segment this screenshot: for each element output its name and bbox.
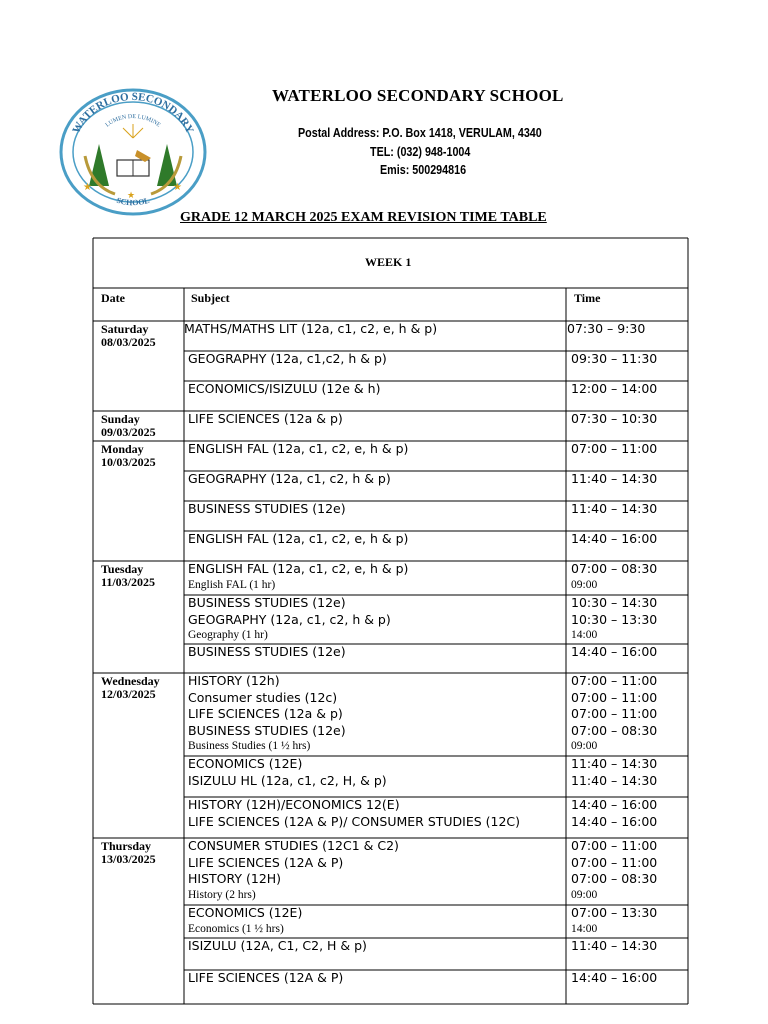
header-subject: Subject xyxy=(191,291,230,305)
header-date: Date xyxy=(101,291,125,305)
subject-line: BUSINESS STUDIES (12e) xyxy=(188,595,346,610)
time-cell xyxy=(571,351,657,368)
svg-text:★: ★ xyxy=(173,182,182,193)
time-cell xyxy=(571,381,657,398)
time-cell xyxy=(571,561,657,593)
time-line: 07:00 – 13:30 xyxy=(571,905,658,920)
time-cell xyxy=(571,970,657,987)
subject-cell xyxy=(188,531,408,548)
subject-cell xyxy=(188,381,380,398)
date-line: Sunday xyxy=(101,412,140,426)
svg-text:★: ★ xyxy=(127,190,136,200)
time-line: 10:30 – 13:30 xyxy=(571,611,658,627)
header-time: Time xyxy=(574,291,601,305)
day-date-cell xyxy=(101,323,156,349)
time-line: 14:40 – 16:00 xyxy=(571,970,658,985)
subject-cell xyxy=(188,441,408,458)
time-cell xyxy=(571,838,657,903)
time-line: 07:00 – 11:00 xyxy=(571,854,658,870)
subject-line: GEOGRAPHY (12a, c1, c2, h & p) xyxy=(188,471,391,486)
time-line: 10:30 – 14:30 xyxy=(571,595,658,610)
logo-motto: LUMEN DE LUMINE xyxy=(104,113,162,129)
subject-line: ISIZULU HL (12a, c1, c2, H, & p) xyxy=(188,772,387,788)
time-line: 12:00 – 14:00 xyxy=(571,381,658,396)
subject-line: HISTORY (12H)/ECONOMICS 12(E) xyxy=(188,797,400,812)
subject-cell xyxy=(188,938,367,955)
subject-cell xyxy=(188,797,520,830)
time-line: 07:00 – 11:00 xyxy=(571,673,658,688)
subject-cell xyxy=(184,321,437,338)
time-line: 11:40 – 14:30 xyxy=(571,938,658,953)
time-line: 14:40 – 16:00 xyxy=(571,531,658,546)
subject-line: LIFE SCIENCES (12A & P) xyxy=(188,854,344,870)
telephone: TEL: (032) 948-1004 xyxy=(370,145,471,159)
time-line: 14:00 xyxy=(571,922,598,935)
subject-line: History (2 hrs) xyxy=(188,888,256,901)
time-line: 09:00 xyxy=(571,888,598,901)
subject-line: Business Studies (1 ½ hrs) xyxy=(188,740,311,752)
time-cell xyxy=(571,673,657,754)
subject-cell xyxy=(188,970,343,987)
day-date-cell xyxy=(101,563,155,589)
subject-line: English FAL (1 hr) xyxy=(188,578,276,591)
time-cell xyxy=(571,797,657,830)
subject-line: Consumer studies (12c) xyxy=(188,689,338,705)
date-line: 08/03/2025 xyxy=(101,335,156,349)
subject-cell xyxy=(188,561,408,593)
time-line: 07:00 – 11:00 xyxy=(571,838,658,853)
time-line: 11:40 – 14:30 xyxy=(571,501,658,516)
school-logo xyxy=(55,86,211,216)
subject-cell xyxy=(188,673,346,754)
subject-line: ENGLISH FAL (12a, c1, c2, e, h & p) xyxy=(188,531,409,546)
time-line: 14:40 – 16:00 xyxy=(571,813,658,829)
week-heading: WEEK 1 xyxy=(365,255,412,269)
subject-cell xyxy=(188,756,387,789)
time-cell xyxy=(571,938,657,955)
subject-line: ECONOMICS/ISIZULU (12e & h) xyxy=(188,381,381,396)
time-cell xyxy=(571,501,657,518)
subject-line: GEOGRAPHY (12a, c1, c2, h & p) xyxy=(188,611,391,627)
time-cell xyxy=(571,531,657,548)
date-line: Thursday xyxy=(101,839,152,853)
date-line: 12/03/2025 xyxy=(101,687,156,701)
time-cell xyxy=(571,644,657,661)
time-line: 14:00 xyxy=(571,629,598,641)
subject-cell xyxy=(188,471,391,488)
logo-top-text: WATERLOO SECONDARY xyxy=(70,90,196,136)
subject-line: MATHS/MATHS LIT (12a, c1, c2, e, h & p) xyxy=(184,321,438,336)
time-cell xyxy=(571,595,657,643)
subject-line: HISTORY (12h) xyxy=(188,673,280,688)
date-line: Tuesday xyxy=(101,562,144,576)
time-line: 07:00 – 08:30 xyxy=(571,561,658,576)
time-line: 07:30 – 9:30 xyxy=(567,321,646,336)
date-line: Monday xyxy=(101,442,144,456)
time-cell xyxy=(571,441,657,458)
subject-line: CONSUMER STUDIES (12C1 & C2) xyxy=(188,838,399,853)
subject-line: GEOGRAPHY (12a, c1,c2, h & p) xyxy=(188,351,387,366)
subject-cell xyxy=(188,644,346,661)
subject-line: HISTORY (12H) xyxy=(188,871,282,886)
postal-address: Postal Address: P.O. Box 1418, VERULAM, 4340 xyxy=(298,126,542,140)
school-name: WATERLOO SECONDARY SCHOOL xyxy=(272,86,564,105)
svg-text:★: ★ xyxy=(83,182,92,193)
day-date-cell xyxy=(101,840,156,866)
time-cell xyxy=(571,411,657,428)
subject-line: LIFE SCIENCES (12a & p) xyxy=(188,706,343,721)
subject-line: BUSINESS STUDIES (12e) xyxy=(188,501,346,516)
emis-number: Emis: 500294816 xyxy=(380,163,467,177)
subject-cell xyxy=(188,501,346,518)
subject-line: LIFE SCIENCES (12A & P) xyxy=(188,970,344,985)
day-date-cell xyxy=(101,443,156,469)
time-line: 09:00 xyxy=(571,578,598,591)
subject-line: BUSINESS STUDIES (12e) xyxy=(188,722,346,738)
time-line: 11:40 – 14:30 xyxy=(571,756,658,771)
subject-cell xyxy=(188,595,391,643)
time-line: 09:00 xyxy=(571,740,598,752)
subject-line: ECONOMICS (12E) xyxy=(188,905,303,920)
date-line: Wednesday xyxy=(101,674,160,688)
subject-line: Geography (1 hr) xyxy=(188,629,268,641)
document-title: GRADE 12 MARCH 2025 EXAM REVISION TIME TABLE xyxy=(180,210,547,225)
subject-line: ECONOMICS (12E) xyxy=(188,756,303,771)
time-cell xyxy=(567,321,645,338)
time-cell xyxy=(571,756,657,789)
subject-line: ENGLISH FAL (12a, c1, c2, e, h & p) xyxy=(188,561,409,576)
subject-cell xyxy=(188,838,399,903)
time-line: 07:00 – 11:00 xyxy=(571,689,658,705)
time-line: 14:40 – 16:00 xyxy=(571,797,658,812)
subject-line: ENGLISH FAL (12a, c1, c2, e, h & p) xyxy=(188,441,409,456)
logo-bottom-text: SCHOOL xyxy=(115,195,151,208)
subject-line: BUSINESS STUDIES (12e) xyxy=(188,644,346,659)
date-line: 09/03/2025 xyxy=(101,425,156,439)
day-date-cell xyxy=(101,413,156,439)
date-line: 11/03/2025 xyxy=(101,575,156,589)
time-line: 07:30 – 10:30 xyxy=(571,411,658,426)
date-line: Saturday xyxy=(101,322,149,336)
time-line: 11:40 – 14:30 xyxy=(571,772,658,788)
date-line: 10/03/2025 xyxy=(101,455,156,469)
time-line: 14:40 – 16:00 xyxy=(571,644,658,659)
subject-line: Economics (1 ½ hrs) xyxy=(188,922,284,935)
subject-cell xyxy=(188,905,302,937)
date-line: 13/03/2025 xyxy=(101,852,156,866)
subject-cell xyxy=(188,351,387,368)
time-line: 07:00 – 08:30 xyxy=(571,722,658,738)
time-line: 07:00 – 08:30 xyxy=(571,871,658,886)
time-cell xyxy=(571,905,657,937)
time-line: 11:40 – 14:30 xyxy=(571,471,658,486)
time-cell xyxy=(571,471,657,488)
time-line: 09:30 – 11:30 xyxy=(571,351,658,366)
day-date-cell xyxy=(101,675,160,701)
subject-line: LIFE SCIENCES (12a & p) xyxy=(188,411,343,426)
subject-line: LIFE SCIENCES (12A & P)/ CONSUMER STUDIES (12C) xyxy=(188,813,521,829)
subject-line: ISIZULU (12A, C1, C2, H & p) xyxy=(188,938,367,953)
subject-cell xyxy=(188,411,343,428)
time-line: 07:00 – 11:00 xyxy=(571,441,658,456)
time-line: 07:00 – 11:00 xyxy=(571,706,658,721)
